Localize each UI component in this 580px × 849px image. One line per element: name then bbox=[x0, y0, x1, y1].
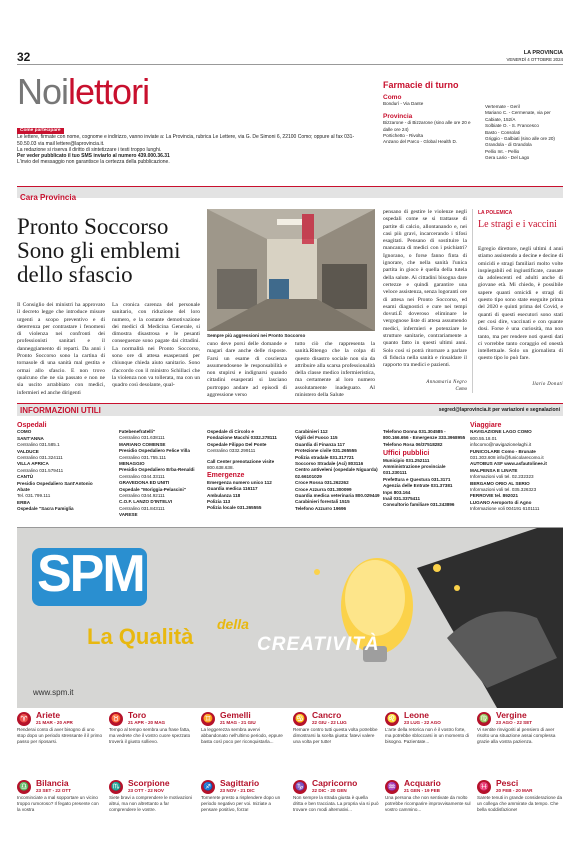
utili-item: Centralino 031.324111 bbox=[17, 455, 63, 461]
ad-slogan-3: CREATIVITÀ bbox=[257, 634, 380, 655]
pharmacies-right bbox=[485, 104, 563, 162]
utili-item: Call Center prenotazione visite bbox=[207, 458, 275, 464]
utili-item: FERROVIE tel. 892021 bbox=[470, 493, 519, 499]
utili-item: COMO bbox=[17, 429, 32, 435]
utili-item: Fatebenefratelli" bbox=[119, 429, 156, 434]
utili-col-1 bbox=[17, 423, 102, 513]
pharmacy-item: Gera Lario - Del Lago bbox=[485, 155, 530, 161]
photo-caption: Sempre più aggressioni nei Pronto Soccorso bbox=[207, 333, 306, 338]
section-band bbox=[17, 186, 563, 202]
utili-item: Ospedale Filippo Del Ponte bbox=[207, 441, 267, 447]
utili-band bbox=[17, 403, 563, 416]
zodiac-name: Gemelli bbox=[220, 710, 251, 720]
pharmacy-item: Vertemate - Geril bbox=[485, 104, 520, 109]
article-headline: Pronto Soccorso Sono gli emblemi dello sfascio bbox=[17, 214, 181, 287]
page-number: 32 bbox=[17, 50, 31, 64]
zodiac-dates: 21 MAR - 20 APR bbox=[36, 720, 73, 725]
libra-icon: ♎ bbox=[17, 780, 31, 794]
pharmacies-title: Farmacie di turno bbox=[383, 80, 459, 90]
pharmacy-item: Basto - Consolati bbox=[485, 129, 520, 135]
utili-col-5 bbox=[383, 429, 468, 509]
zodiac-name: Ariete bbox=[36, 710, 61, 720]
aquarius-icon: ♒ bbox=[385, 780, 399, 794]
zodiac-text: L'arte della retorica non è il vostro forte, ma potrebbe sbloccarsi in un momento di bisogno. Pazientate... bbox=[385, 727, 470, 745]
section-title-noi: Noi bbox=[17, 71, 69, 112]
utili-item: VARESE bbox=[119, 512, 138, 518]
utili-col-6 bbox=[470, 423, 565, 513]
utili-item: Centralino 031.579411 bbox=[17, 467, 64, 473]
ad-slogan-2: della bbox=[217, 616, 249, 632]
utili-col-6-title: Viaggiare bbox=[470, 422, 502, 429]
utili-item: Informazione voli 004191 6101111 bbox=[470, 506, 540, 512]
sidebar-text: Egregio direttore, negli ultimi 4 anni stiamo assistendo a decine e decine di omicidi e stragi familiari molto volte inspiegabili ed ingiustificate, causate da adolescenti ed adulti anche di giovane età. Mi chiedo, è possibile sapere quanti omicidi e stragi di questo tipo sono state eseguite prima del 2020 e quinti prima del Covid, e quanti di questi esecutori sono stati per così dire, vaccinati e con quante dosi. Forse è una curiosità, ma non tanto, ma per rendere noti questi dati ci vorrebbe tanto coraggio ed onestà intellettuale. Solo un giornalista di questo tipo lo può fare. bbox=[478, 246, 563, 362]
utili-col-1-title: Ospedali bbox=[17, 422, 47, 429]
pharmacies-left bbox=[383, 95, 479, 162]
utili-item: Centralino 0344.92111 bbox=[119, 493, 165, 499]
zodiac-name: Capricorno bbox=[312, 778, 358, 788]
utili-item: Soccorso Stradale (Aci) 803116 bbox=[295, 461, 364, 467]
sidebar-title: Le stragi e i vaccini bbox=[478, 219, 557, 230]
pharmacy-item: Griggio - Galbiati (sino alle ore 20) bbox=[485, 136, 555, 142]
utili-item: MARIANO COMENSE bbox=[119, 441, 166, 447]
zodiac-leone bbox=[385, 711, 471, 777]
pharmacies-como-title: Como bbox=[383, 94, 402, 101]
pharmacy-item: Anzano del Parco - Global Health D. bbox=[383, 139, 458, 145]
scorpio-icon: ♏ bbox=[109, 780, 123, 794]
zodiac-text: Remare contro tutti questa volta potrebbe dimostrarsi la scelta giusta: fatevi valere una volta per tutte! bbox=[293, 727, 378, 745]
zodiac-name: Vergine bbox=[496, 710, 527, 720]
zodiac-gemelli bbox=[201, 711, 287, 777]
section-title-lettori: lettori bbox=[68, 71, 150, 112]
utili-item: Telefono Azzurro 19696 bbox=[295, 505, 347, 511]
utili-item: Prefettura e Questura 031.3171 bbox=[383, 476, 451, 482]
pharmacy-item: Mariano C. - Cermenate, via per Cabiate, 152/A bbox=[485, 110, 551, 122]
zodiac-name: Sagittario bbox=[220, 778, 260, 788]
zodiac-ariete bbox=[17, 711, 103, 777]
zodiac-name: Leone bbox=[404, 710, 430, 720]
utili-item: C.O.F. LANZO D'INTELVI bbox=[119, 499, 173, 505]
pharmacy-item: Portichetto - Rivolta bbox=[383, 133, 424, 139]
zodiac-text: Renderai conto di aver bisogno di uno stop dopo un periodo stressante il il primo passo per riposarsi. bbox=[17, 727, 103, 745]
utili-item: Polizia locale 031.265555 bbox=[207, 505, 262, 511]
zodiac-text: Siete bravi a comprendere le motivazioni altrui, ma non altrettanto a far comprendere le vostre. bbox=[109, 795, 192, 813]
ad-url: www.spm.it bbox=[33, 688, 74, 697]
zodiac-name: Cancro bbox=[312, 710, 342, 720]
utili-item: Centralino 031.843111 bbox=[119, 505, 165, 511]
zodiac-text: Una persona che non sentivate da molto potrebbe ricomparire improvvisamente sul vostro cammino... bbox=[385, 795, 471, 813]
utili-col-4 bbox=[295, 429, 380, 512]
utili-item: LUGANO Aeroporto di Agno bbox=[470, 499, 532, 505]
utili-item: Centralino 031.585.1 bbox=[17, 442, 60, 448]
zodiac-text: Non sempre la strada giusta è quella dritta e ben tracciata. La propria via si può trovare con modi alternativi... bbox=[293, 795, 379, 813]
section-title bbox=[17, 72, 149, 112]
utili-item: BERGAMO ORIO AL SERIO bbox=[470, 480, 530, 486]
zodiac-name: Scorpione bbox=[128, 778, 170, 788]
zodiac-name: Toro bbox=[128, 710, 147, 720]
section-band-label: Cara Provincia bbox=[20, 193, 77, 202]
zodiac-name: Acquario bbox=[404, 778, 441, 788]
participate-text-3: Per veder pubblicato il tuo SMS inviarlo al numero 439.000.36.31 bbox=[17, 153, 170, 160]
zodiac-name: Bilancia bbox=[36, 778, 69, 788]
utili-item: Agenzia delle Entrate 031.37381 bbox=[383, 483, 453, 489]
cancer-icon: ♋ bbox=[293, 712, 307, 726]
zodiac-dates: 22 DIC - 20 GEN bbox=[312, 788, 347, 793]
utili-item: MALPENSA E LINATE bbox=[470, 467, 518, 473]
utili-item: Croce Rossa 031.262262 bbox=[295, 480, 349, 486]
utili-item: Vigili del Fuoco 115 bbox=[295, 435, 338, 441]
utili-item: MENAGGIO bbox=[119, 461, 145, 467]
utili-item: Ospedale di Circolo e bbox=[207, 429, 254, 434]
utili-item: infocomo@navigazionelaghi.it bbox=[470, 442, 532, 448]
sidebar-divider bbox=[472, 209, 473, 393]
zodiac-text: Vi sentite rinvigoriti al pensiero di aver risolto una situazione assai complessa grazie alla vostra pazienza. bbox=[477, 727, 556, 745]
utili-item: Carabinieri forestali 1515 bbox=[295, 499, 350, 505]
utili-item: Presidio Ospedaliero Felice Villa bbox=[119, 448, 190, 454]
zodiac-capricorno bbox=[293, 779, 379, 845]
utili-col-3-title: Emergenze bbox=[207, 472, 245, 480]
utili-item: Municipio 031.252111 bbox=[383, 457, 430, 463]
utili-item: Carabinieri 112 bbox=[295, 429, 328, 434]
utili-item: Guardia medica veterinaria 800.029449 bbox=[295, 493, 380, 499]
zodiac-text: Tempo al tempo sembra una frase fatta, ma vedrete che il vostro cuore spezzato troverà il giusto sollievo. bbox=[109, 727, 191, 745]
utili-item: Ospedale "Sacra Famiglia bbox=[17, 506, 74, 512]
utili-item: Guardia di Finanza 117 bbox=[295, 441, 345, 447]
article-col-2: La cronica carenza del personale sanitario, con riduzione del loro numero, e la costante demotivazione dei medici di Medicina Generale, si dimostra disastrosa e le pesanti conseguenze sono pagate dai cittadini. La normalità nei Pronto Soccorso, sono ore di attesa esasperanti per chiunque chieda aiuto sanitario. Sono d'accordo con il ministro Schillaci che la violenza non va tollerata, ma con un quadro così desolante, qual- bbox=[112, 302, 200, 389]
header-rule bbox=[17, 64, 563, 65]
utili-item: Centralino 031.755.111 bbox=[119, 454, 167, 460]
hospital-corridor-image bbox=[207, 209, 375, 331]
zodiac-text: Tornerete presto a risplendere dopo un periodo negativo per voi. Iniziate a pensare positivo, forza! bbox=[201, 795, 281, 813]
horoscope-grid bbox=[17, 711, 563, 845]
utili-item: CANTÙ bbox=[17, 474, 34, 480]
utili-col-2 bbox=[119, 429, 204, 519]
utili-item: GRAVEDONA ED UNITI bbox=[119, 480, 170, 486]
utili-item: ERBA bbox=[17, 499, 31, 505]
article-author: Annamaria Negro bbox=[426, 380, 467, 385]
article-photo bbox=[207, 209, 375, 331]
utili-item: Centralino 0332.299111 bbox=[207, 448, 256, 454]
zodiac-text: Sarete tenuti in grande considerazione da un collega che ammirate da tempo. Che bella soddisfazione! bbox=[477, 795, 563, 813]
utili-item: AUTOBUS ASF www.asfautolinee.it bbox=[470, 461, 547, 467]
utili-item: Presidio Ospedaliero Sant'Antonio Abate bbox=[17, 480, 93, 493]
utili-item: SANT'ANNA bbox=[17, 435, 44, 441]
utili-item: Tel. 031.799.111 bbox=[17, 493, 51, 499]
participate-box bbox=[17, 127, 357, 166]
zodiac-acquario bbox=[385, 779, 471, 845]
utili-item: Inps 803.164 bbox=[383, 489, 411, 495]
utili-item: Telefono Rosa 06/37518282 bbox=[383, 441, 443, 447]
pharmacy-item: Bizzarone - di Bizzarone (sino alle ore 20 e dalle ore 24) bbox=[383, 120, 471, 132]
leo-icon: ♌ bbox=[385, 712, 399, 726]
utili-col-3 bbox=[207, 429, 292, 512]
sidebar-label: LA POLEMICA bbox=[478, 210, 513, 216]
zodiac-cancro bbox=[293, 711, 379, 777]
utili-item: Centralino 031.638111 bbox=[119, 435, 165, 441]
sidebar-author: Ilario Donati bbox=[532, 382, 563, 387]
article-col-5: pensano di gestire le violenze negli ospedali come se si trattasse di partite di calcio, allontanando e, nei casi più gravi, incarcerando i tifosi esagitati. Pensano di sostituire la mancanza di medici con i psichiatri? Ignorano, o forse fanno finta di ignorare, che nella sanità l'unica partita in gioco è quella della tutela della salute. Ai cittadini bisogna dare certezze e quindi garantire una veloce assistenza, senza logoranti ore di attesa nei Pronto Soccorso, ed esami diagnostici e cure nei tempi dovuti.È doveroso eliminare le vergognose liste di attesa assumendo medici, infermieri e potenziare le strutture sanitarie, contrariamente a quanto fatto in questi ultimi anni. Solo così si potrà ritornare a parlare di fiducia nella sanità e rinsaldare il rapporto tra medici e pazienti. bbox=[383, 209, 467, 369]
utili-item: Ospedale "Moriggia-Pelascini" bbox=[119, 486, 186, 492]
zodiac-dates: 23 SET - 22 OTT bbox=[36, 788, 71, 793]
taurus-icon: ♉ bbox=[109, 712, 123, 726]
zodiac-sagittario bbox=[201, 779, 287, 845]
pharmacy-item: Grandola - di Grandola bbox=[485, 142, 532, 148]
participate-text-4: L'invio del messaggio non garantisce la certezza della pubblicazione. bbox=[17, 159, 170, 166]
utili-item: FUNICOLARE Como - Brunate bbox=[470, 448, 536, 454]
pharmacies-box bbox=[383, 80, 563, 162]
utili-item: Emergenza numero unico 112 bbox=[207, 479, 272, 485]
zodiac-text: La leggerezza sembra avervi abbandonato nell'ultimo periodo, eppure basta così poco per riconquistarla... bbox=[201, 727, 283, 745]
utili-email-note: segred@laprovincia.it per variazioni e segnalazioni bbox=[438, 407, 560, 413]
zodiac-dates: 23 NOV - 21 DIC bbox=[220, 788, 255, 793]
utili-item: Ambulanza 118 bbox=[207, 492, 241, 498]
pisces-icon: ♓ bbox=[477, 780, 491, 794]
utili-item: Amministrazione provinciale 031.230111 bbox=[383, 464, 446, 476]
zodiac-scorpione bbox=[109, 779, 195, 845]
zodiac-dates: 20 FEB - 20 MAR bbox=[496, 788, 533, 793]
zodiac-dates: 23 OTT - 22 NOV bbox=[128, 788, 164, 793]
aries-icon: ♈ bbox=[17, 712, 31, 726]
zodiac-name: Pesci bbox=[496, 778, 519, 788]
utili-item: Guardia medica 116117 bbox=[207, 486, 258, 492]
virgo-icon: ♍ bbox=[477, 712, 491, 726]
utili-item: 800.638.638. bbox=[207, 465, 234, 471]
utili-item: Informazioni voli tel. 035.326323 bbox=[470, 487, 537, 493]
participate-text-2: La redazione si riserva il diritto di sintetizzare i testi troppo lunghi. bbox=[17, 146, 162, 153]
utili-item: 031.303.608 info@funicolarecomo.it bbox=[470, 455, 544, 461]
utili-item: VILLA APRICA bbox=[17, 461, 49, 467]
article-col-1: Il Consiglio dei ministri ha approvato il decreto legge che introduce misure urgenti a scopo preventivo e di deterrenza per contrastare i fenomeni di violenza nei confronti dei professionisti sanitari e il danneggiamento di reparti. Da anni i Pronto Soccorso sono la cartina di tornasole di una sanità mal gestita e ormai allo sfascio. E non trovo qualcuno che ne sia passato e non ne sia uscito arrabbiato con medici, infermieri ed anche dirigenti bbox=[17, 302, 105, 396]
utili-item: VALDUCE bbox=[17, 448, 39, 454]
zodiac-bilancia bbox=[17, 779, 103, 845]
utili-item: Inail 031.3375411 bbox=[383, 496, 421, 502]
utili-item: 800.55.18.01 bbox=[470, 435, 497, 441]
utili-item: Croce Azzurra 031.300099 bbox=[295, 486, 352, 492]
ad-slogan-1: La Qualità bbox=[87, 624, 194, 649]
zodiac-dates: 23 AGO - 22 SET bbox=[496, 720, 533, 725]
spm-advertisement bbox=[17, 527, 563, 707]
utili-item: Consultorio familiare 031.243896 bbox=[383, 502, 455, 508]
utili-item: Telefono Donna 031.304585 - 800.166.656 - Emergenze 333.3968955 bbox=[383, 429, 466, 441]
zodiac-vergine bbox=[477, 711, 563, 777]
article-col-4: tutto ciò che rappresenta la sanità.Ritengo che la colpa di questo disastro sociale non sia da attribuire alla scarsa professionalità della classe medico infermieristica, ma certamente al loro numero assolutamente inadeguato. Al ministero della Salute bbox=[295, 341, 375, 399]
utili-item: Protezione civile 031.265555 bbox=[295, 448, 357, 454]
article-city: Como bbox=[455, 387, 467, 392]
zodiac-dates: 21 GEN - 19 FEB bbox=[404, 788, 440, 793]
zodiac-text: Incominciate a mal sopportare un vicino troppo rumoroso? Il fegato presente con la vostra bbox=[17, 795, 99, 813]
zodiac-dates: 22 GIU - 22 LUG bbox=[312, 720, 347, 725]
participate-title: Come partecipare bbox=[17, 128, 64, 134]
zodiac-dates: 21 MAG - 21 GIU bbox=[220, 720, 256, 725]
zodiac-pesci bbox=[477, 779, 563, 845]
utili-item: Presidio Ospedaliero Erba-Renaldi bbox=[119, 467, 195, 473]
article-col-3: cuno deve porsi delle domande e magari dare anche delle risposte. Farsi un esame di coscienza assumendosene le responsabilità e non stupirsi e indignarsi quando cittadini esasperati si lasciano purtroppo andare ad episodi di aggressione verso bbox=[207, 341, 287, 399]
utili-item: Informazioni voli tel. 02.232323 bbox=[470, 474, 534, 480]
pharmacy-item: Bondurì - Via Dante bbox=[383, 101, 424, 107]
utili-title: INFORMAZIONI UTILI bbox=[20, 405, 101, 415]
utili-item: NAVIGAZIONE LAGO COMO bbox=[470, 429, 532, 435]
utili-item: Centro antiveleni (ospedale Niguarda) 02.66101029 bbox=[295, 467, 378, 479]
pharmacy-item: Solbiate O. - S. Francesco bbox=[485, 123, 539, 129]
utili-item: Centralino 0344.33111 bbox=[119, 473, 165, 479]
participate-text-1: Le lettere, firmate con nome, cognome e indirizzo, vanno inviate a: La Provincia, rubrica Le Lettere, via G. De Simoni 6, 22100 Como; oppure al fax 031-50.50.03 via mail lettere@laprovincia.it. bbox=[17, 134, 355, 147]
issue-date: VENERDÌ 4 OTTOBRE 2024 bbox=[506, 57, 563, 62]
newspaper-name: LA PROVINCIA bbox=[523, 50, 563, 56]
capricorn-icon: ♑ bbox=[293, 780, 307, 794]
pharmacies-provincia-title: Provincia bbox=[383, 112, 413, 120]
pharmacy-item: Pellio Int. - Pellio bbox=[485, 148, 520, 154]
utili-item: Polizia stradale 031.317721 bbox=[295, 454, 354, 460]
sagittarius-icon: ♐ bbox=[201, 780, 215, 794]
utili-col-5-title: Uffici pubblici bbox=[383, 450, 430, 458]
zodiac-dates: 23 LUG - 22 AGO bbox=[404, 720, 441, 725]
gemini-icon: ♊ bbox=[201, 712, 215, 726]
zodiac-dates: 21 APR - 20 MAG bbox=[128, 720, 166, 725]
zodiac-toro bbox=[109, 711, 195, 777]
utili-item: Fondazione Macchi 0332.278111 bbox=[207, 435, 277, 441]
utili-item: Polizia 113 bbox=[207, 499, 231, 505]
ad-brand: SPM bbox=[37, 545, 144, 603]
